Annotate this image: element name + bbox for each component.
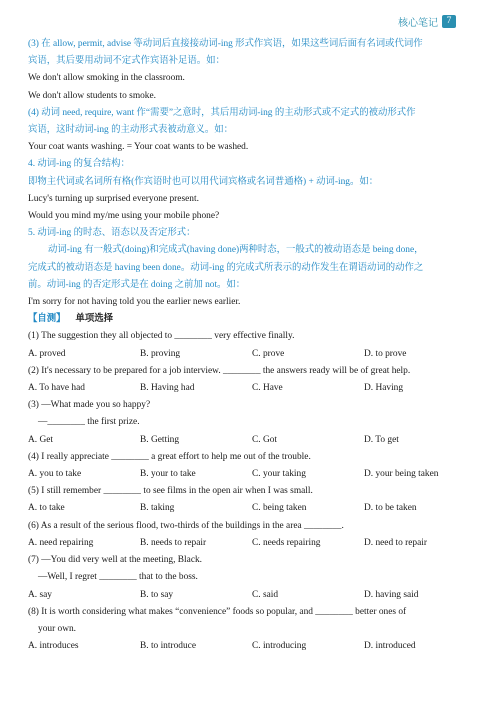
question-item (28, 449, 456, 483)
option-row (28, 638, 456, 655)
answer-option[interactable]: A. you to take (28, 469, 82, 480)
answer-option[interactable]: A. introduces (28, 641, 79, 652)
answer-option[interactable]: C. said (252, 589, 279, 600)
question-stem: (1) The suggestion they all objected to ________ very effective finally. (28, 331, 295, 342)
note-line: 即物主代词或名词所有格(作宾语时也可以用代词宾格或名词普通格) + 动词-ing。如： (28, 176, 379, 187)
answer-option[interactable]: C. being taken (252, 503, 307, 514)
answer-option[interactable]: D. Having (364, 383, 404, 394)
answer-option[interactable]: D. need to repair (364, 537, 427, 548)
self-test-title: 单项选择 (75, 314, 114, 325)
question-stem: (3) —What made you so happy? (28, 400, 151, 411)
notes-section (28, 36, 456, 311)
answer-option[interactable]: A. proved (28, 348, 66, 359)
page-content (28, 36, 456, 655)
answer-option[interactable]: C. introducing (252, 641, 307, 652)
note-line: Your coat wants washing. = Your coat wants to be washed. (28, 142, 249, 153)
answer-option[interactable]: C. Have (252, 383, 283, 394)
answer-option[interactable]: D. To get (364, 434, 399, 445)
answer-option[interactable]: C. your taking (252, 469, 306, 480)
question-item (28, 397, 456, 449)
answer-option[interactable]: B. Having had (140, 383, 195, 394)
answer-option[interactable]: B. needs to repair (140, 537, 207, 548)
note-line: 宾语，这时动词-ing 的主动形式表被动意义。如： (28, 125, 233, 136)
option-row (28, 500, 456, 517)
questions-section (28, 328, 456, 655)
note-line: 宾语，其后要用动词不定式作宾语补足语。如： (28, 56, 225, 67)
answer-option[interactable]: B. taking (140, 503, 175, 514)
answer-option[interactable]: B. to say (140, 589, 174, 600)
page-number: 7 (442, 15, 456, 28)
question-stem: (5) I still remember ________ to see films in the open air when I was small. (28, 486, 313, 497)
question-item (28, 552, 456, 604)
answer-option[interactable]: C. prove (252, 348, 285, 359)
note-line: (4) 动词 need, require, want 作“需要”之意时，其后用动词-ing 的主动形式或不定式的被动形式作 (28, 107, 416, 118)
self-test-heading (28, 311, 456, 328)
note-line: 5. 动词-ing 的时态、语态以及否定形式： (28, 228, 196, 239)
note-line: Lucy's turning up surprised everyone present. (28, 193, 199, 204)
note-line: 动词-ing 有一般式(doing)和完成式(having done)两种时态，一般式的被动语态是 being done， (48, 245, 424, 256)
question-item (28, 483, 456, 517)
question-stem: (8) It is worth considering what makes “convenience” foods so popular, and ________ better ones of (28, 606, 407, 617)
note-line: 前。动词-ing 的否定形式是在 doing 之前加 not。如： (28, 279, 246, 290)
answer-option[interactable]: A. Get (28, 434, 53, 445)
answer-option[interactable]: A. to take (28, 503, 65, 514)
question-stem: (7) —You did very well at the meeting, Black. (28, 555, 203, 566)
option-row (28, 466, 456, 483)
page-header (398, 14, 456, 29)
option-row (28, 432, 456, 449)
note-line: 4. 动词-ing 的复合结构： (28, 159, 130, 170)
answer-option[interactable]: A. need repairing (28, 537, 94, 548)
note-line: We don't allow students to smoke. (28, 90, 157, 101)
answer-option[interactable]: B. to introduce (140, 641, 196, 652)
question-item (28, 604, 456, 656)
answer-option[interactable]: D. your being taken (364, 469, 439, 480)
question-stem: your own. (38, 623, 77, 634)
option-row (28, 535, 456, 552)
question-item (28, 363, 456, 397)
note-line: Would you mind my/me using your mobile phone? (28, 211, 220, 222)
question-stem: (4) I really appreciate ________ a great effort to help me out of the trouble. (28, 451, 311, 462)
answer-option[interactable]: B. Getting (140, 434, 180, 445)
note-line: 完成式的被动语态是 having been done。动词-ing 的完成式所表示的动作发生在谓语动词的动作之 (28, 262, 424, 273)
answer-option[interactable]: D. introduced (364, 641, 416, 652)
self-test-badge: 【自测】 (28, 314, 66, 325)
question-item (28, 328, 456, 362)
option-row (28, 587, 456, 604)
answer-option[interactable]: A. say (28, 589, 52, 600)
option-row (28, 380, 456, 397)
answer-option[interactable]: A. To have had (28, 383, 85, 394)
answer-option[interactable]: D. having said (364, 589, 419, 600)
note-line: We don't allow smoking in the classroom. (28, 73, 185, 84)
answer-option[interactable]: C. Got (252, 434, 278, 445)
answer-option[interactable]: D. to prove (364, 348, 407, 359)
note-line: I'm sorry for not having told you the earlier news earlier. (28, 297, 241, 308)
answer-option[interactable]: B. proving (140, 348, 181, 359)
answer-option[interactable]: C. needs repairing (252, 537, 321, 548)
header-label: 核心笔记 (398, 18, 438, 29)
question-stem: (2) It's necessary to be prepared for a job interview. ________ the answers ready will be of great help. (28, 365, 411, 376)
answer-option[interactable]: D. to be taken (364, 503, 417, 514)
answer-option[interactable]: B. your to take (140, 469, 196, 480)
note-line: (3) 在 allow, permit, advise 等动词后直接接动词-ing 形式作宾语，如果这些词后面有名词或代词作 (28, 39, 423, 49)
question-stem: —Well, I regret ________ that to the boss. (38, 572, 198, 583)
option-row (28, 346, 456, 363)
question-item (28, 518, 456, 552)
question-stem: —________ the first prize. (38, 417, 140, 428)
question-stem: (6) As a result of the serious flood, two-thirds of the buildings in the area ________. (28, 520, 344, 531)
